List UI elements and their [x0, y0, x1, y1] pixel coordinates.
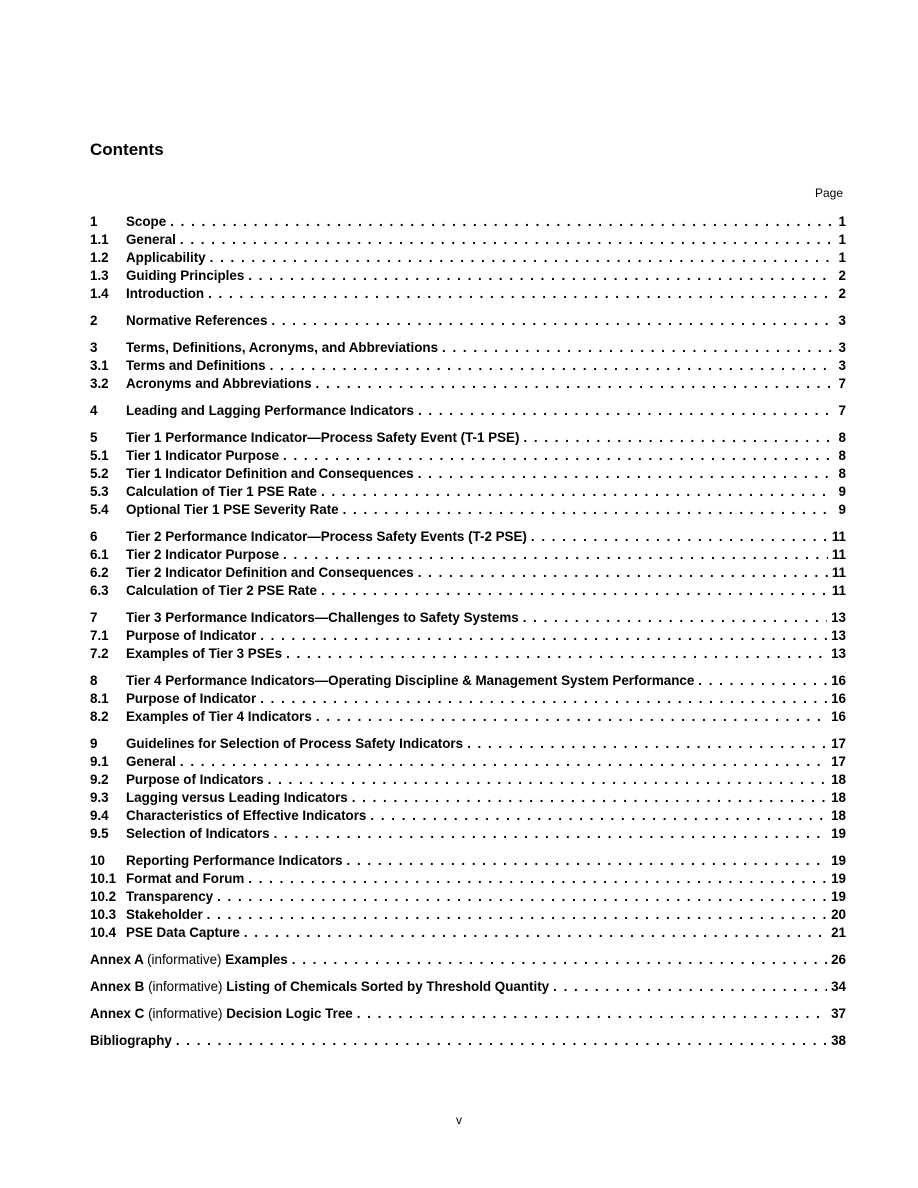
page-number: 9: [838, 484, 846, 499]
toc-entry[interactable]: [90, 357, 846, 375]
section-number: 6: [90, 529, 98, 544]
toc-entry[interactable]: [90, 753, 846, 771]
toc-entry[interactable]: [90, 708, 846, 726]
dot-leader: [352, 789, 827, 807]
dot-leader: [283, 546, 828, 564]
annex-title: [90, 978, 549, 996]
page-number: 11: [831, 547, 846, 562]
section-number: 6.1: [90, 547, 109, 562]
annex-name: Decision Logic Tree: [226, 1006, 353, 1021]
toc-entry[interactable]: [90, 402, 846, 420]
toc-section-group: [90, 339, 846, 393]
toc-entry[interactable]: [90, 789, 846, 807]
toc-entry[interactable]: [90, 951, 846, 969]
section-number: 1.4: [90, 286, 109, 301]
dot-leader: [292, 951, 827, 969]
dot-leader: [210, 249, 832, 267]
page-number: 21: [831, 925, 846, 940]
dot-leader: [523, 429, 832, 447]
page-number: 18: [831, 790, 846, 805]
section-title: Selection of Indicators: [126, 826, 270, 841]
section-number: 10: [90, 853, 105, 868]
toc-entry[interactable]: [90, 312, 846, 330]
page-number: 11: [831, 529, 846, 544]
toc-entry[interactable]: [90, 213, 846, 231]
section-title: Calculation of Tier 1 PSE Rate: [126, 484, 317, 499]
dot-leader: [531, 528, 828, 546]
dot-leader: [321, 483, 832, 501]
section-title: General: [126, 232, 176, 247]
dot-leader: [271, 312, 832, 330]
page-number: 1: [838, 250, 846, 265]
section-number: 5.3: [90, 484, 109, 499]
section-title: Introduction: [126, 286, 205, 301]
toc-entry[interactable]: [90, 906, 846, 924]
toc-entry[interactable]: [90, 528, 846, 546]
annex-name: Examples: [225, 952, 288, 967]
toc-entry[interactable]: [90, 429, 846, 447]
section-number: 3.1: [90, 358, 109, 373]
toc-entry[interactable]: [90, 672, 846, 690]
dot-leader: [217, 888, 827, 906]
dot-leader: [260, 690, 827, 708]
toc-section-group: [90, 852, 846, 942]
section-title: Tier 2 Indicator Purpose: [126, 547, 280, 562]
dot-leader: [321, 582, 828, 600]
dot-leader: [316, 375, 832, 393]
dot-leader: [523, 609, 827, 627]
toc-section-group: [90, 735, 846, 843]
toc-entry[interactable]: [90, 825, 846, 843]
page-number: 11: [831, 583, 846, 598]
page-number: 13: [831, 628, 846, 643]
section-number: 8.1: [90, 691, 109, 706]
section-title: Tier 2 Performance Indicator—Process Safety Events (T-2 PSE): [126, 529, 527, 544]
toc-entry[interactable]: [90, 501, 846, 519]
section-number: 9.1: [90, 754, 109, 769]
dot-leader: [248, 870, 827, 888]
page-number: 19: [831, 826, 846, 841]
dot-leader: [268, 771, 827, 789]
section-number: 5.4: [90, 502, 109, 517]
dot-leader: [270, 357, 832, 375]
toc-entry[interactable]: [90, 285, 846, 303]
annex-title: [90, 1005, 353, 1023]
table-of-contents: [90, 213, 846, 1059]
toc-entry[interactable]: [90, 609, 846, 627]
dot-leader: [418, 564, 828, 582]
dot-leader: [170, 213, 832, 231]
section-number: 1.3: [90, 268, 109, 283]
section-title: Purpose of Indicator: [126, 628, 257, 643]
page-number: 18: [831, 772, 846, 787]
annex-label: Annex A: [90, 952, 144, 967]
section-title: Bibliography: [90, 1033, 172, 1048]
section-number: 1.2: [90, 250, 109, 265]
toc-entry[interactable]: [90, 870, 846, 888]
page-number: 11: [831, 565, 846, 580]
section-number: 5.1: [90, 448, 109, 463]
dot-leader: [370, 807, 827, 825]
annex-label: Annex B: [90, 979, 145, 994]
section-number: 6.3: [90, 583, 109, 598]
toc-entry[interactable]: [90, 924, 846, 942]
page-number: 13: [831, 610, 846, 625]
section-number: 2: [90, 313, 98, 328]
section-title: PSE Data Capture: [126, 925, 240, 940]
toc-section-group: [90, 528, 846, 600]
page-number: 2: [838, 286, 846, 301]
section-title: Examples of Tier 4 Indicators: [126, 709, 312, 724]
toc-entry[interactable]: [90, 447, 846, 465]
annex-note: (informative): [148, 1006, 223, 1021]
section-title: Calculation of Tier 2 PSE Rate: [126, 583, 317, 598]
page-column-label: Page: [814, 186, 843, 200]
section-number: 3.2: [90, 376, 109, 391]
dot-leader: [207, 906, 827, 924]
section-title: Tier 2 Indicator Definition and Consequences: [126, 565, 414, 580]
section-title: Purpose of Indicator: [126, 691, 257, 706]
dot-leader: [347, 852, 828, 870]
section-title: Transparency: [126, 889, 214, 904]
page-number: 3: [838, 340, 846, 355]
section-title: Stakeholder: [126, 907, 203, 922]
section-number: 1: [90, 214, 98, 229]
dot-leader: [244, 924, 827, 942]
section-number: 9.4: [90, 808, 109, 823]
page-number: 34: [831, 979, 846, 994]
toc-entry[interactable]: [90, 375, 846, 393]
section-title: Acronyms and Abbreviations: [126, 376, 312, 391]
dot-leader: [418, 402, 832, 420]
toc-entry[interactable]: [90, 888, 846, 906]
annex-note: (informative): [148, 979, 223, 994]
page-number: 2: [838, 268, 846, 283]
toc-entry[interactable]: [90, 564, 846, 582]
section-number: 5.2: [90, 466, 109, 481]
toc-entry[interactable]: [90, 546, 846, 564]
section-number: 9: [90, 736, 98, 751]
page-number: 8: [838, 466, 846, 481]
section-number: 3: [90, 340, 98, 355]
section-title: Optional Tier 1 PSE Severity Rate: [126, 502, 339, 517]
page-number: 8: [838, 448, 846, 463]
page-number: 17: [831, 736, 846, 751]
dot-leader: [316, 708, 827, 726]
section-title: Guidelines for Selection of Process Safety Indicators: [126, 736, 464, 751]
toc-bibliography-group: [90, 1032, 846, 1050]
section-number: 9.5: [90, 826, 109, 841]
section-title: Applicability: [126, 250, 206, 265]
section-number: 9.3: [90, 790, 109, 805]
section-title: Tier 3 Performance Indicators—Challenges to Safety Systems: [126, 610, 519, 625]
section-number: 1.1: [90, 232, 109, 247]
toc-section-group: [90, 213, 846, 303]
section-number: 7.1: [90, 628, 109, 643]
annex-note: (informative): [147, 952, 222, 967]
page-number: 17: [831, 754, 846, 769]
section-number: 8: [90, 673, 98, 688]
toc-entry[interactable]: [90, 267, 846, 285]
toc-annex-group: [90, 978, 846, 996]
toc-entry[interactable]: [90, 627, 846, 645]
page-number: 7: [838, 403, 846, 418]
section-number: 10.2: [90, 889, 117, 904]
page-number: 16: [831, 673, 846, 688]
section-number: 4: [90, 403, 98, 418]
section-number: 10.3: [90, 907, 117, 922]
toc-annex-group: [90, 1005, 846, 1023]
dot-leader: [248, 267, 832, 285]
toc-entry[interactable]: [90, 645, 846, 663]
toc-entry[interactable]: [90, 978, 846, 996]
toc-entry[interactable]: [90, 339, 846, 357]
dot-leader: [467, 735, 827, 753]
toc-entry[interactable]: [90, 249, 846, 267]
toc-section-group: [90, 672, 846, 726]
toc-entry[interactable]: [90, 852, 846, 870]
toc-entry[interactable]: [90, 735, 846, 753]
section-title: Terms, Definitions, Acronyms, and Abbreviations: [126, 340, 439, 355]
dot-leader: [176, 1032, 827, 1050]
dot-leader: [442, 339, 832, 357]
toc-entry[interactable]: [90, 465, 846, 483]
toc-entry[interactable]: [90, 807, 846, 825]
toc-section-group: [90, 609, 846, 663]
page-number: 3: [838, 358, 846, 373]
dot-leader: [698, 672, 827, 690]
dot-leader: [283, 447, 832, 465]
section-number: 5: [90, 430, 98, 445]
section-title: Characteristics of Effective Indicators: [126, 808, 367, 823]
dot-leader: [553, 978, 827, 996]
page-number: 3: [838, 313, 846, 328]
page-number: 37: [831, 1006, 846, 1021]
page-number: 1: [838, 232, 846, 247]
section-number: 9.2: [90, 772, 109, 787]
section-title: Normative References: [126, 313, 268, 328]
section-number: 6.2: [90, 565, 109, 580]
section-title: Leading and Lagging Performance Indicators: [126, 403, 414, 418]
toc-section-group: [90, 312, 846, 330]
page-number: 19: [831, 853, 846, 868]
toc-entry[interactable]: [90, 771, 846, 789]
page-number: 1: [838, 214, 846, 229]
section-title: Reporting Performance Indicators: [126, 853, 343, 868]
toc-section-group: [90, 429, 846, 519]
page-number: 38: [831, 1033, 846, 1048]
dot-leader: [274, 825, 827, 843]
page-number: 19: [831, 871, 846, 886]
page-number: 9: [838, 502, 846, 517]
toc-entry[interactable]: [90, 231, 846, 249]
dot-leader: [180, 753, 827, 771]
dot-leader: [357, 1005, 827, 1023]
section-title: General: [126, 754, 176, 769]
contents-heading: Contents: [90, 140, 164, 159]
toc-entry[interactable]: [90, 483, 846, 501]
page-number: 7: [838, 376, 846, 391]
toc-entry[interactable]: [90, 1005, 846, 1023]
page-number: 16: [831, 709, 846, 724]
section-title: Examples of Tier 3 PSEs: [126, 646, 283, 661]
toc-annex-group: [90, 951, 846, 969]
dot-leader: [180, 231, 832, 249]
page-number: 13: [831, 646, 846, 661]
section-title: Tier 1 Indicator Definition and Consequences: [126, 466, 414, 481]
section-title: Tier 1 Indicator Purpose: [126, 448, 280, 463]
dot-leader: [260, 627, 827, 645]
section-number: 7.2: [90, 646, 109, 661]
dot-leader: [286, 645, 827, 663]
section-title: Scope: [126, 214, 167, 229]
section-title: Tier 4 Performance Indicators—Operating Discipline & Management System Performance: [126, 673, 695, 688]
section-title: Tier 1 Performance Indicator—Process Safety Event (T-1 PSE): [126, 430, 520, 445]
page-number: 8: [838, 430, 846, 445]
section-number: 10.4: [90, 925, 117, 940]
page-number: 16: [831, 691, 846, 706]
annex-title: [90, 951, 288, 969]
section-title: Guiding Principles: [126, 268, 245, 283]
dot-leader: [208, 285, 832, 303]
section-title: Lagging versus Leading Indicators: [126, 790, 348, 805]
toc-entry[interactable]: [90, 690, 846, 708]
section-title: Format and Forum: [126, 871, 245, 886]
page-number: 26: [831, 952, 846, 967]
annex-label: Annex C: [90, 1006, 145, 1021]
annex-name: Listing of Chemicals Sorted by Threshold Quantity: [226, 979, 550, 994]
section-number: 8.2: [90, 709, 109, 724]
section-number: 10.1: [90, 871, 117, 886]
page-number: 20: [831, 907, 846, 922]
footer-page-number: v: [456, 1113, 462, 1127]
section-title: Terms and Definitions: [126, 358, 266, 373]
toc-section-group: [90, 402, 846, 420]
section-title: Purpose of Indicators: [126, 772, 264, 787]
toc-entry[interactable]: [90, 582, 846, 600]
dot-leader: [418, 465, 832, 483]
toc-entry[interactable]: [90, 1032, 846, 1050]
dot-leader: [343, 501, 832, 519]
section-number: 7: [90, 610, 98, 625]
page-number: 19: [831, 889, 846, 904]
page-number: 18: [831, 808, 846, 823]
